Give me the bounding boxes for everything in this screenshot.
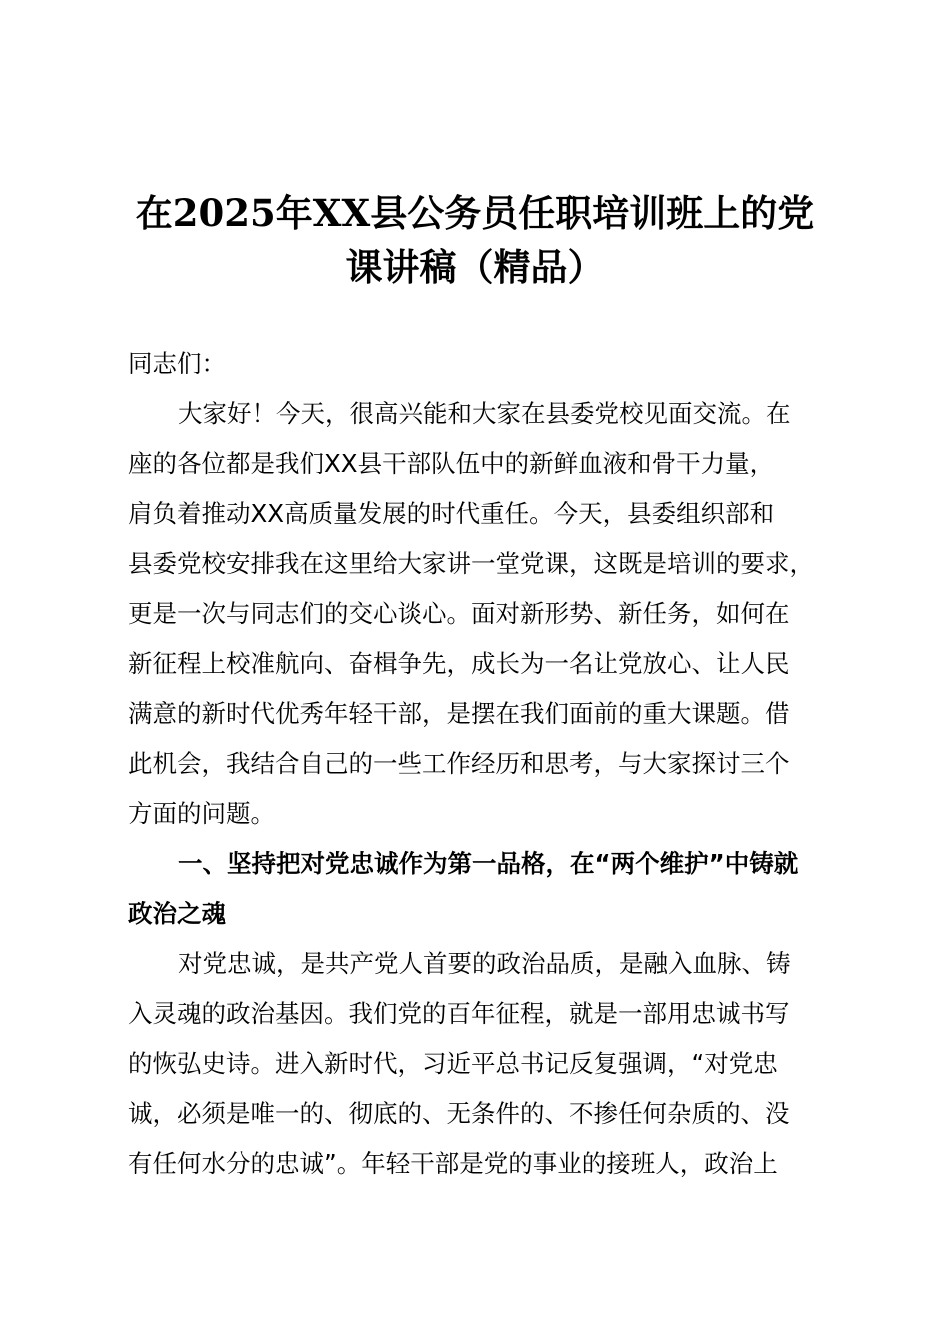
section-heading-1 [128,839,828,939]
paragraph-loyalty [128,939,828,1189]
salutation: 同志们： [128,349,226,378]
paragraph-line: 满意的新时代优秀年轻干部，是摆在我们面前的重大课题。借 [128,699,790,728]
paragraph-line: 此机会，我结合自己的一些工作经历和思考，与大家探讨三个 [128,749,790,778]
document-title [100,186,850,294]
paragraph-line: 县委党校安排我在这里给大家讲一堂党课，这既是培训的要求， [128,549,814,578]
paragraph-line: 新征程上校准航向、奋楫争先，成长为一名让党放心、让人民 [128,649,790,678]
title-line-2: 课讲稿（精品） [345,245,605,289]
paragraph-line: 肩负着推动XX高质量发展的时代重任。今天，县委组织部和 [128,499,775,528]
paragraph-line: 对党忠诚，是共产党人首要的政治品质，是融入血脉、铸 [178,949,791,978]
heading-line: 一、坚持把对党忠诚作为第一品格，在“两个维护”中铸就 [178,849,799,878]
paragraph-line: 方面的问题。 [128,799,275,828]
paragraph-line: 更是一次与同志们的交心谈心。面对新形势、新任务，如何在 [128,599,790,628]
paragraph-line: 有任何水分的忠诚”。年轻干部是党的事业的接班人，政治上 [128,1149,778,1178]
title-line-1: 在2025年XX县公务员任职培训班上的党 [135,191,815,235]
paragraph-line: 大家好！今天，很高兴能和大家在县委党校见面交流。在 [178,399,791,428]
paragraph-line: 座的各位都是我们XX县干部队伍中的新鲜血液和骨干力量， [128,449,775,478]
paragraph-line: 诚，必须是唯一的、彻底的、无条件的、不掺任何杂质的、没 [128,1099,790,1128]
paragraph-opening [128,389,828,839]
document-body [128,339,828,1189]
paragraph-line: 入灵魂的政治基因。我们党的百年征程，就是一部用忠诚书写 [128,999,790,1028]
paragraph-line: 的恢弘史诗。进入新时代，习近平总书记反复强调，“对党忠 [128,1049,778,1078]
heading-line: 政治之魂 [128,899,226,928]
